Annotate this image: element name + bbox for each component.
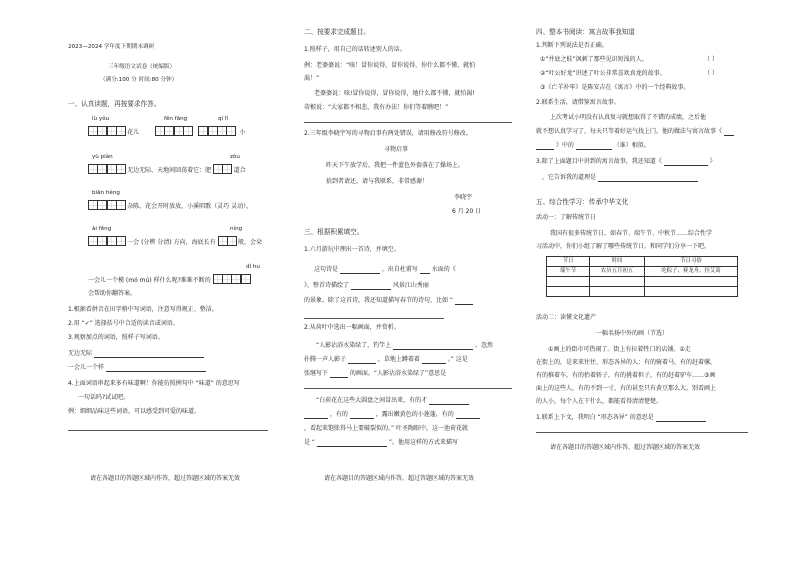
answer-blank[interactable]: [598, 175, 698, 182]
excerpt-p3: 有的推着车，有的抬着轿子，有的挑着担子，有的赶着驴车……③画: [536, 372, 716, 379]
judge-a: ①“井底之蛙”讽刺了那些见识短浅的人。: [540, 56, 648, 63]
tianzige-box[interactable]: [88, 200, 125, 213]
answer-blank[interactable]: [350, 412, 374, 419]
pinyin-3: biǎn héng: [92, 190, 120, 196]
activity-1-p1: 我国有很多传统节日，如春节、端午节、中秋节……综合性学: [550, 230, 713, 237]
row6-text: 会帮助你翻答案。: [88, 290, 137, 297]
judge-a-paren[interactable]: （ ）: [704, 56, 718, 63]
table-header: 节日习俗: [645, 257, 738, 267]
row4-text-b: 般，会朵: [238, 238, 263, 246]
answer-blank[interactable]: [656, 415, 706, 422]
answer-blank[interactable]: [351, 283, 391, 290]
table-header-row: [547, 257, 738, 267]
table-cell: 端午节: [547, 267, 590, 277]
q3-2a-text: “人影沾浴水染绿了，钓竿上: [316, 342, 392, 349]
judge-b: ②“叶公好龙”讲述了叶公非常喜欢真龙的故事。: [540, 70, 666, 77]
pinyin-4b: níng: [230, 226, 243, 232]
pinyin-1a: lù yǒu: [92, 116, 110, 122]
q3-2b-text: 扑腾一声人影子: [304, 356, 347, 363]
excerpt-p1: ①画上的街市可热闹了。街上有拉着牲口的店铺。②走: [548, 346, 691, 353]
example-line-3: 蒂根说：“大家都不相悲，我有办法！你们等着瞧吧！”: [304, 104, 449, 111]
answer-blank[interactable]: [348, 357, 376, 364]
question-4-1: 1.判断下列说法是否正确。: [536, 42, 608, 49]
footer-note: 请在各题目的答题区域内作答，超过答题区域的答案无效: [550, 444, 701, 451]
answer-blank[interactable]: [330, 371, 348, 378]
q3-2-line-b: [304, 356, 468, 364]
pinyin-2b: zǒu: [230, 154, 240, 160]
footer-note: 请在各题目的答题区域内作答，超过答题区域的答案无效: [324, 475, 475, 482]
row5-text: 一会儿一个模 (mó mú) 样什么呢?难难不断的: [88, 276, 211, 284]
section2-title: 二、按要求完成题目。: [304, 28, 370, 36]
row3-text: 杂陈，花会开时放放，小溪唱歌（灵巧 灵动），: [127, 202, 253, 210]
tianzige-box[interactable]: [213, 274, 250, 287]
q3-2b-end: 。” 这是: [447, 356, 468, 363]
q3-2c-text: 张继写下: [304, 370, 329, 377]
table-row: [547, 267, 738, 277]
word-row-3: [88, 200, 252, 213]
q3-2c-mid: 的画面。“人影沾浴水染绿了”意思是: [349, 370, 447, 377]
q3-3c-text: 是 “: [304, 439, 316, 446]
q3-example: 无边无际: [68, 350, 93, 357]
judge-c: ③《亡羊补牢》是陈安吉在《寓言》中的一个经典故事。: [540, 84, 690, 91]
question-4-2: 2.联系生活，请借鉴寓言故事。: [536, 99, 620, 106]
tianzige-box[interactable]: [88, 126, 125, 139]
exam-header: 2023—2024 学年度下期期末调研: [68, 44, 155, 50]
score-time: （满分:100 分 时间:80 分钟）: [100, 77, 178, 83]
q4-3-text: 3.除了上面题目中讲到的寓言故事，我还知道《: [536, 158, 662, 165]
table-header: 时间: [590, 257, 645, 267]
question-4-3: [536, 158, 716, 166]
q3-3a-mid: ，露出嫩黄色的小莲蓬，有的: [375, 411, 454, 418]
answer-blank[interactable]: [340, 267, 380, 274]
activity-1: 活动一：了解传统节日: [536, 214, 597, 221]
answer-blank[interactable]: [304, 412, 328, 419]
table-header: 节日: [547, 257, 590, 267]
question-1-3: 3.观察加点的词语，照样子写词语。: [68, 334, 164, 341]
q3-3-line: [316, 397, 469, 405]
answer-blank[interactable]: [724, 129, 734, 136]
tianzige-box[interactable]: [88, 236, 125, 249]
q3-1b-mid: 风景江山秀丽: [392, 282, 429, 289]
tianzige-box[interactable]: [198, 126, 235, 139]
answer-line[interactable]: [304, 318, 444, 319]
answer-line[interactable]: [536, 432, 748, 433]
row1-text-b: 小: [239, 128, 246, 136]
q4-2-p2-text: 就不想认真学习了，每天只等着好运气找上门。他的做法与寓言故事《: [536, 128, 723, 135]
example-line-1: 例：老婆婆说：“咳！冒你说得，冒你说得，你什么都不懂，就怕: [304, 62, 476, 69]
question-5-1: [536, 414, 706, 422]
q3-1a-mid: ，出自杜甫写: [381, 266, 418, 273]
q4-2-p3-text: 》中的: [555, 142, 574, 149]
q3-1-line-a: [314, 266, 456, 274]
notice-body-1: 昨天下午放学后，我把一件蓝色外套落在了操场上。: [326, 162, 465, 169]
answer-blank[interactable]: [317, 440, 387, 447]
q3-3-line-a: [304, 411, 480, 419]
notice-date: 6 月 20 日: [452, 208, 482, 215]
q3-answer-label: 一会儿一个样: [68, 364, 105, 371]
q3-1c-text: 的景象。除了这首诗，我还知道描写春节的诗句，比如 “: [304, 297, 454, 304]
section1-title: 一、认真读题，再按要求作答。: [68, 100, 161, 108]
q3-3-text: “白荷花在这些大圆盘之间冒出来，有的才: [316, 397, 428, 404]
answer-blank[interactable]: [664, 159, 708, 166]
answer-blank[interactable]: [576, 143, 612, 150]
q3-3-line-b: ，看起来饱胀得马上要破裂似的。” 叶圣陶眼中，这一池荷花就: [304, 425, 469, 432]
activity-2: 活动二：读懂文化遗产: [536, 314, 597, 321]
q3-answer-row: [68, 364, 206, 372]
table-row-empty[interactable]: [547, 287, 738, 297]
tianzige-box[interactable]: [88, 164, 125, 177]
tianzige-box[interactable]: [155, 126, 192, 139]
q3-example-row: [68, 350, 204, 358]
tianzige-box[interactable]: [218, 236, 237, 249]
q4-example: 例：细细品味这些词语，可以感受到可爱的味道。: [68, 408, 201, 415]
answer-blank[interactable]: [106, 365, 206, 372]
excerpt-p2: 在街上的，是来来往往、形态各异的人：有的骑着马，有的赶着骡，: [536, 359, 717, 366]
activity-1-p2: 习活动中，你们小组了解了哪些传统节日，和同学们分享一下吧。: [536, 243, 711, 250]
pinyin-1b: fěn fǎng: [164, 116, 188, 122]
q3-1-line-b: [304, 282, 429, 290]
section5-title: 五、综合性学习：传承中华文化: [536, 198, 629, 206]
q3-1-line-c: [304, 297, 473, 305]
table-cell: 农历五月初五: [590, 267, 645, 277]
answer-line[interactable]: [304, 122, 512, 123]
section3-title: 三、根据积累填空。: [304, 228, 364, 236]
row1-text-a: 花儿: [127, 128, 140, 136]
q4-2-p1: 上次考试小明没有认真复习就想取得了不错的成绩，之后他: [550, 114, 707, 121]
example-line-2: 老婆婆说：咳!冒你说得，冒你说得，她什么都不懂，就怕渴!: [314, 90, 475, 97]
exam-subtitle: 三年级语文试卷（统编版）: [108, 64, 176, 70]
excerpt-title: 一幅名扬中外的画（节选）: [596, 330, 669, 337]
question-2-1: 1.照样子，用自己的话转述别人的话。: [304, 46, 406, 53]
section4-title: 四、整本书阅读：寓言故事我知道: [536, 28, 635, 36]
table-cell: 吃粽子、赛龙舟、挂艾蒿: [645, 267, 738, 277]
judge-b-paren[interactable]: （ ）: [704, 70, 718, 77]
column-middle: [304, 0, 516, 561]
example-line-1-cont: 渴！”: [304, 75, 320, 82]
table-row-empty[interactable]: [547, 277, 738, 287]
word-row-4: [88, 236, 262, 249]
q4-2-p3: [536, 142, 650, 150]
q3-2-line-a: [316, 342, 493, 350]
answer-blank[interactable]: [455, 298, 473, 305]
excerpt-p5: 的人小，每个人在干什么，都能看得清清楚楚。: [536, 398, 663, 405]
answer-blank[interactable]: [429, 398, 469, 405]
tianzige-box[interactable]: [213, 164, 232, 177]
footer-note: 请在各题目的答题区域内作答，超过答题区域的答案无效: [90, 475, 241, 482]
q3-2b-mid: ，草地上蹲着着: [377, 356, 420, 363]
pinyin-1c: qí lǐ: [218, 116, 228, 122]
column-left: [68, 0, 278, 561]
answer-blank[interactable]: [94, 351, 204, 358]
q4-2-p3-mid: （谁）相似。: [613, 142, 650, 149]
question-1-4-cont: 一句话吗?试试吧。: [78, 394, 130, 401]
q5-1-text: 1.联系上下文，我明白 “形态各异” 的意思是: [536, 414, 654, 421]
column-right: [536, 0, 754, 561]
excerpt-p4: 面上的这些人，有的不到一寸，有的甚至只有黄豆那么大。别看画上: [536, 385, 717, 392]
festival-table: [546, 256, 738, 297]
q4-3-b-text: ，它告诉我的道理是: [542, 174, 597, 181]
row2-text-a: 无边无际，天地间回荡着它：肥: [127, 166, 212, 174]
word-row-5: [88, 274, 250, 287]
question-3-2: 2.从荷叶中选出一幅画面，并赏析。: [304, 324, 400, 331]
question-3-1: 1.六月游玩中理出一首诗，并填空。: [304, 246, 400, 253]
q3-1a-text: 这句诗是: [314, 266, 339, 273]
q3-2-line-c: [304, 370, 446, 378]
pinyin-4a: ài fěng: [92, 226, 112, 232]
row4-text-a: 一会 (分辨 分清) 方向，海底长有: [127, 238, 216, 246]
notice-body-2: 拾到者请还，请与我联系，非常感谢！: [326, 178, 429, 185]
q3-3a-text: ，有的: [329, 411, 348, 418]
q4-2-p2: [536, 128, 734, 136]
question-2-2: 2.三年级李晓宇写的寻物启事有两处错误，请用修改符号修改。: [304, 130, 472, 137]
answer-line[interactable]: [304, 388, 512, 389]
q3-1a-end: 水面的《: [431, 266, 456, 273]
answer-line[interactable]: [68, 430, 268, 431]
pinyin-5: dǐ hu: [246, 264, 260, 270]
q3-3c-end: ”。他用这样的方式来描写: [388, 439, 458, 446]
answer-blank[interactable]: [420, 267, 430, 274]
question-1-4: 4.上面词语串起来多有味道啊！你能仿照例句中 “味道” 的意思写: [68, 380, 240, 387]
answer-blank[interactable]: [456, 412, 480, 419]
question-1-2: 2.用 “✓” 选择括号中合适的读音或词语。: [68, 320, 179, 327]
answer-blank[interactable]: [422, 357, 446, 364]
pinyin-2a: yù piàn: [92, 154, 113, 160]
q4-3-b: [542, 174, 698, 182]
q3-2a-end: 。忽然: [474, 342, 493, 349]
answer-blank[interactable]: [536, 143, 554, 150]
q3-1b-text: 》，整首诗描绘了: [304, 282, 350, 289]
notice-signature: 李晓宇: [454, 194, 473, 201]
word-row-2: [88, 164, 246, 177]
q3-3-line-c: [304, 439, 458, 447]
row2-text-b: 道合: [233, 166, 246, 174]
notice-title: 寻物启事: [384, 146, 409, 153]
q4-3-end: 》: [709, 158, 716, 165]
word-row-1: [88, 126, 245, 139]
answer-blank[interactable]: [393, 343, 473, 350]
question-1-1: 1.根据看拼音在田字格中写词语，注意写得规正、整洁。: [68, 306, 218, 313]
